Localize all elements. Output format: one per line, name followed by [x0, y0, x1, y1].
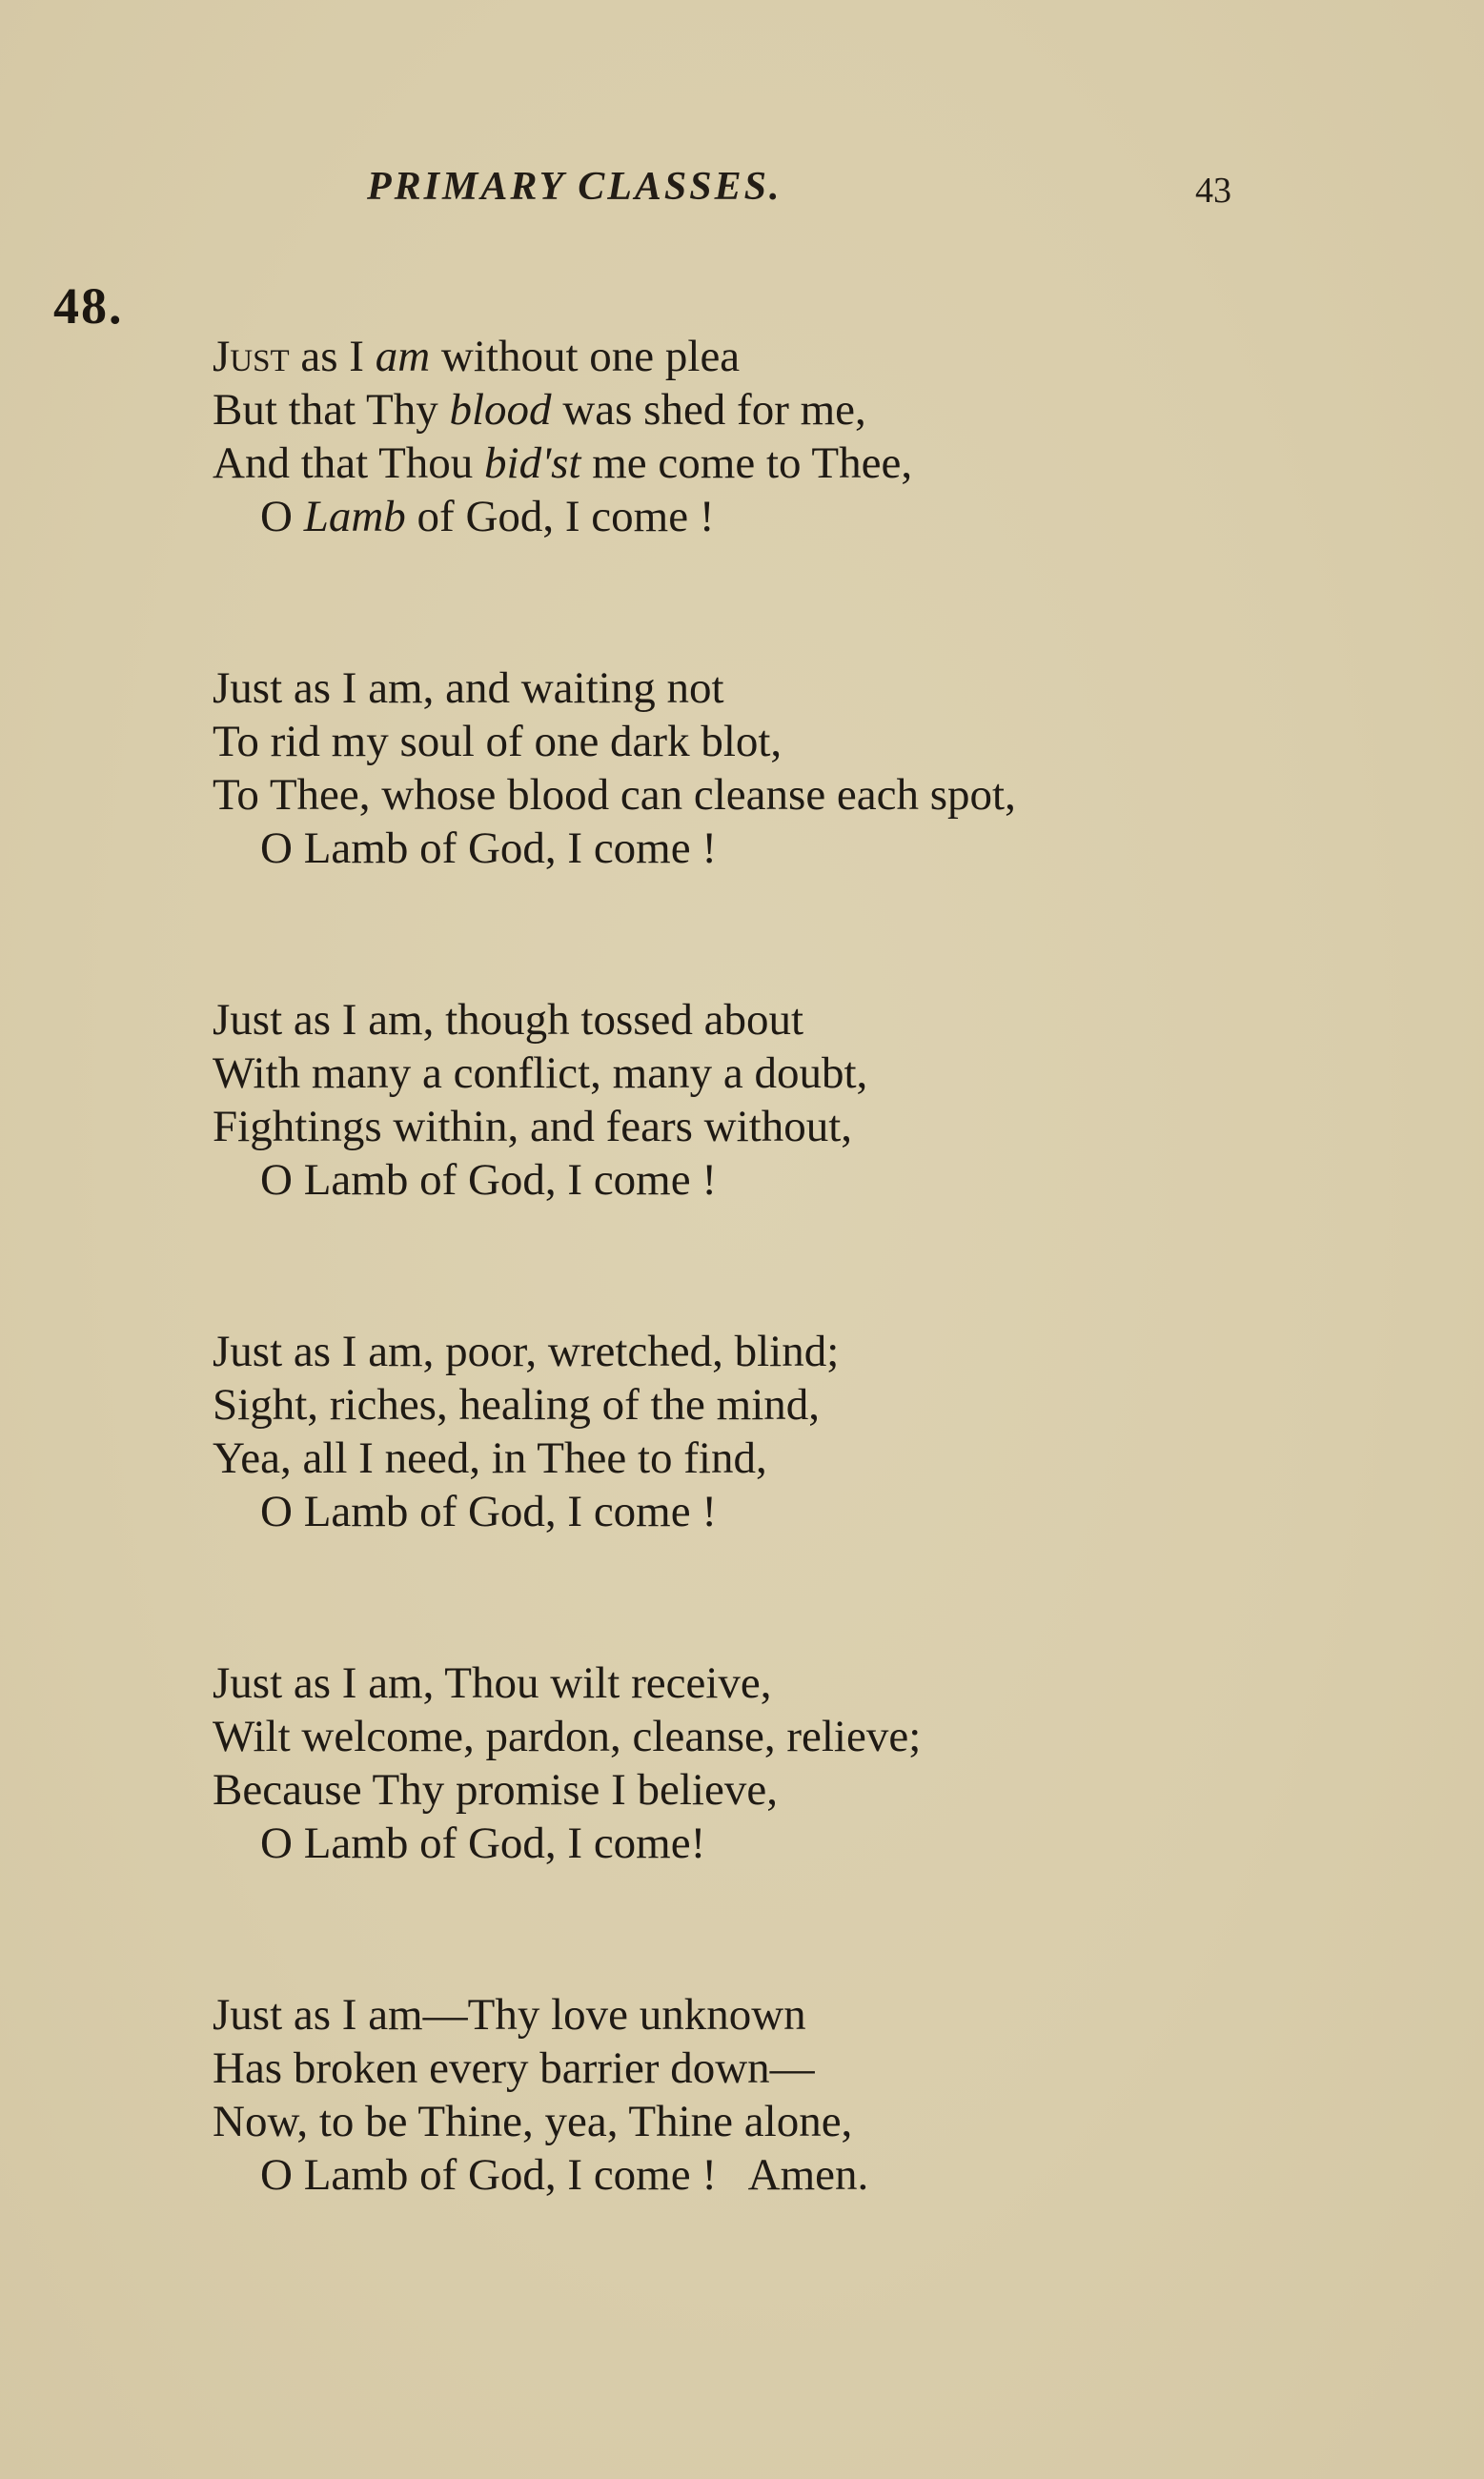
stanza-4-line-3: Yea, all I need, in Thee to find, [213, 1433, 767, 1483]
stanza-5-line-3: Because Thy promise I believe, [213, 1765, 778, 1815]
stanza-2-line-3: To Thee, whose blood can cleanse each spot, [213, 770, 1016, 820]
stanza-1-line-4 [213, 490, 1271, 543]
emphasis-text: am [375, 332, 431, 381]
line-text: as I [289, 332, 376, 381]
stanza-5-line-1: Just as I am, Thou wilt receive, [213, 1658, 772, 1708]
stanza-3-line-4: O Lamb of God, I come ! [260, 1155, 717, 1205]
stanza-2-line-4: O Lamb of God, I come ! [260, 823, 717, 873]
stanza-2-line-1: Just as I am, and waiting not [213, 663, 724, 713]
stanza-6-line-3: Now, to be Thine, yea, Thine alone, [213, 2097, 853, 2146]
hymn-number: 48. [53, 277, 124, 335]
stanza-3-line-3: Fightings within, and fears without, [213, 1102, 853, 1151]
stanza-1 [213, 330, 1271, 661]
stanza-3 [213, 993, 1271, 1325]
stanza-1-line-3 [213, 437, 1271, 490]
line-text: of God, I come ! [405, 492, 715, 541]
stanza-3-line-1: Just as I am, though tossed about [213, 995, 804, 1045]
emphasis-text: blood [449, 385, 552, 435]
line-text: And that Thou [213, 438, 485, 488]
stanza-5-line-2: Wilt welcome, pardon, cleanse, relieve; [213, 1712, 922, 1761]
line-text: without one plea [430, 332, 741, 381]
stanza-6 [213, 1988, 1271, 2320]
stanza-1-line-1 [213, 330, 1271, 383]
line-text: me come to Thee, [580, 438, 913, 488]
stanza-4 [213, 1325, 1271, 1656]
hymn-text [213, 330, 1271, 2320]
stanza-2 [213, 661, 1271, 993]
dropcap-word: Just [213, 332, 290, 381]
stanza-4-line-4: O Lamb of God, I come ! [260, 1487, 717, 1536]
stanza-3-line-2: With many a conflict, many a doubt, [213, 1048, 868, 1098]
stanza-6-line-1: Just as I am—Thy love unknown [213, 1990, 806, 2040]
stanza-4-line-1: Just as I am, poor, wretched, blind; [213, 1327, 840, 1376]
stanza-6-line-2: Has broken every barrier down— [213, 2043, 815, 2093]
stanza-5 [213, 1656, 1271, 1988]
page-number: 43 [1195, 171, 1231, 211]
stanza-4-line-2: Sight, riches, healing of the mind, [213, 1380, 821, 1430]
line-text: But that Thy [213, 385, 450, 435]
stanza-2-line-2: To rid my soul of one dark blot, [213, 717, 783, 766]
line-text: was shed for me, [551, 385, 866, 435]
stanza-1-line-2 [213, 383, 1271, 437]
running-title: PRIMARY CLASSES. [367, 165, 783, 209]
stanza-6-line-4: O Lamb of God, I come ! Amen. [260, 2150, 869, 2200]
emphasis-text: bid'st [484, 438, 581, 488]
stanza-5-line-4: O Lamb of God, I come! [260, 1819, 706, 1868]
emphasis-text: Lamb [303, 492, 406, 541]
line-text: O [260, 492, 304, 541]
